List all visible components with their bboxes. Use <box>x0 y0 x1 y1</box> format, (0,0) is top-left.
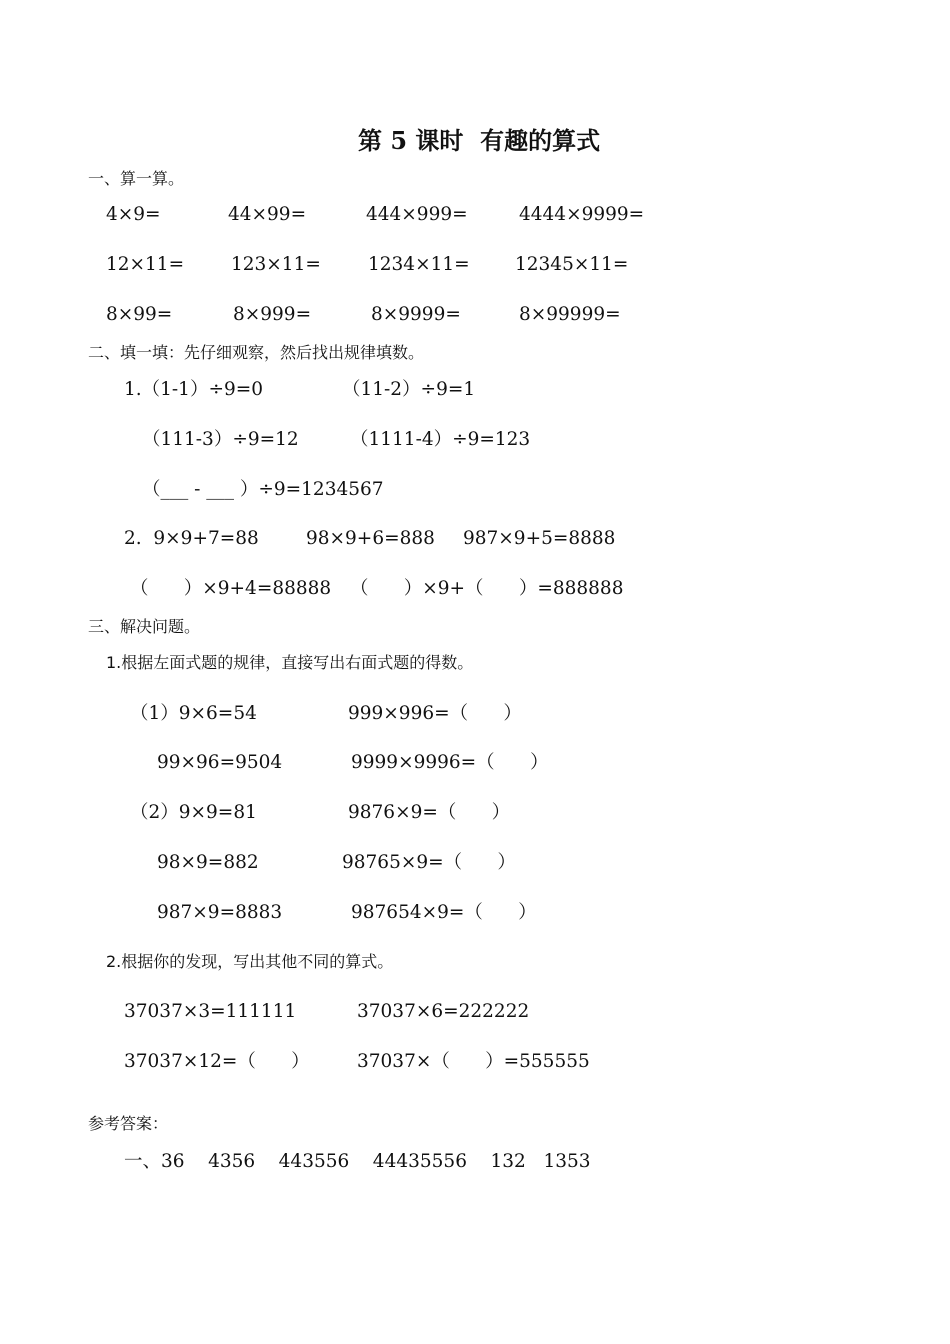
section-3-heading: 三、解决问题。 <box>88 617 201 636</box>
s2-q1-l2-b: （1111-4）÷9=123 <box>350 429 531 450</box>
s3-q1-r3-a: （2）9×9=81 <box>130 802 257 823</box>
s1-r2-c2: 123×11= <box>231 254 321 275</box>
s2-q1-l2-a: （111-3）÷9=12 <box>142 429 299 450</box>
s2-q1-l1-a: 1.（1-1）÷9=0 <box>124 379 263 400</box>
s3-q1-text: 1.根据左面式题的规律，直接写出右面式题的得数。 <box>106 653 474 672</box>
s3-q2-text: 2.根据你的发现，写出其他不同的算式。 <box>106 952 394 971</box>
answers-line-1: 一、36 4356 443556 44435556 132 1353 <box>124 1151 591 1172</box>
s1-r3-c1: 8×99= <box>106 304 173 325</box>
s3-q2-r2-a[interactable]: 37037×12=（ ） <box>124 1051 310 1072</box>
s1-r3-c2: 8×999= <box>233 304 312 325</box>
s3-q1-r2-a: 99×96=9504 <box>157 752 283 773</box>
s1-r3-c4: 8×99999= <box>519 304 621 325</box>
s1-r1-c3: 444×999= <box>366 204 468 225</box>
answers-heading: 参考答案： <box>88 1114 169 1133</box>
s2-q2-l1-a: 2. 9×9+7=88 <box>124 528 259 549</box>
s3-q1-r2-b[interactable]: 9999×9996=（ ） <box>351 752 549 773</box>
s2-q2-l1-b: 98×9+6=888 <box>306 528 435 549</box>
s2-q1-l1-b: （11-2）÷9=1 <box>342 379 476 400</box>
s2-q2-l2-a[interactable]: （ ）×9+4=88888 <box>130 578 332 599</box>
section-2-heading: 二、填一填：先仔细观察，然后找出规律填数。 <box>88 343 425 362</box>
s1-r1-c1: 4×9= <box>106 204 161 225</box>
s2-q2-l2-b[interactable]: （ ）×9+（ ）=888888 <box>350 578 624 599</box>
s2-q1-l3[interactable]: （___ - ___ ）÷9=1234567 <box>142 479 384 500</box>
s3-q1-r1-b[interactable]: 999×996=（ ） <box>348 703 522 724</box>
s1-r1-c2: 44×99= <box>228 204 307 225</box>
s2-q2-l1-c: 987×9+5=8888 <box>463 528 616 549</box>
s1-r1-c4: 4444×9999= <box>519 204 645 225</box>
s1-r2-c3: 1234×11= <box>368 254 470 275</box>
section-1-heading: 一、算一算。 <box>88 169 185 188</box>
page-title: 第 5 课时 有趣的算式 <box>358 126 601 155</box>
s1-r3-c3: 8×9999= <box>371 304 461 325</box>
s1-r2-c4: 12345×11= <box>515 254 629 275</box>
s3-q2-r1-a: 37037×3=111111 <box>124 1001 297 1022</box>
s3-q1-r4-a: 98×9=882 <box>157 852 259 873</box>
s1-r2-c1: 12×11= <box>106 254 185 275</box>
s3-q2-r2-b[interactable]: 37037×（ ）=555555 <box>357 1051 590 1072</box>
s3-q1-r5-b[interactable]: 987654×9=（ ） <box>351 902 537 923</box>
s3-q1-r4-b[interactable]: 98765×9=（ ） <box>342 852 516 873</box>
s3-q1-r5-a: 987×9=8883 <box>157 902 283 923</box>
s3-q1-r1-a: （1）9×6=54 <box>130 703 257 724</box>
s3-q2-r1-b: 37037×6=222222 <box>357 1001 530 1022</box>
s3-q1-r3-b[interactable]: 9876×9=（ ） <box>348 802 511 823</box>
